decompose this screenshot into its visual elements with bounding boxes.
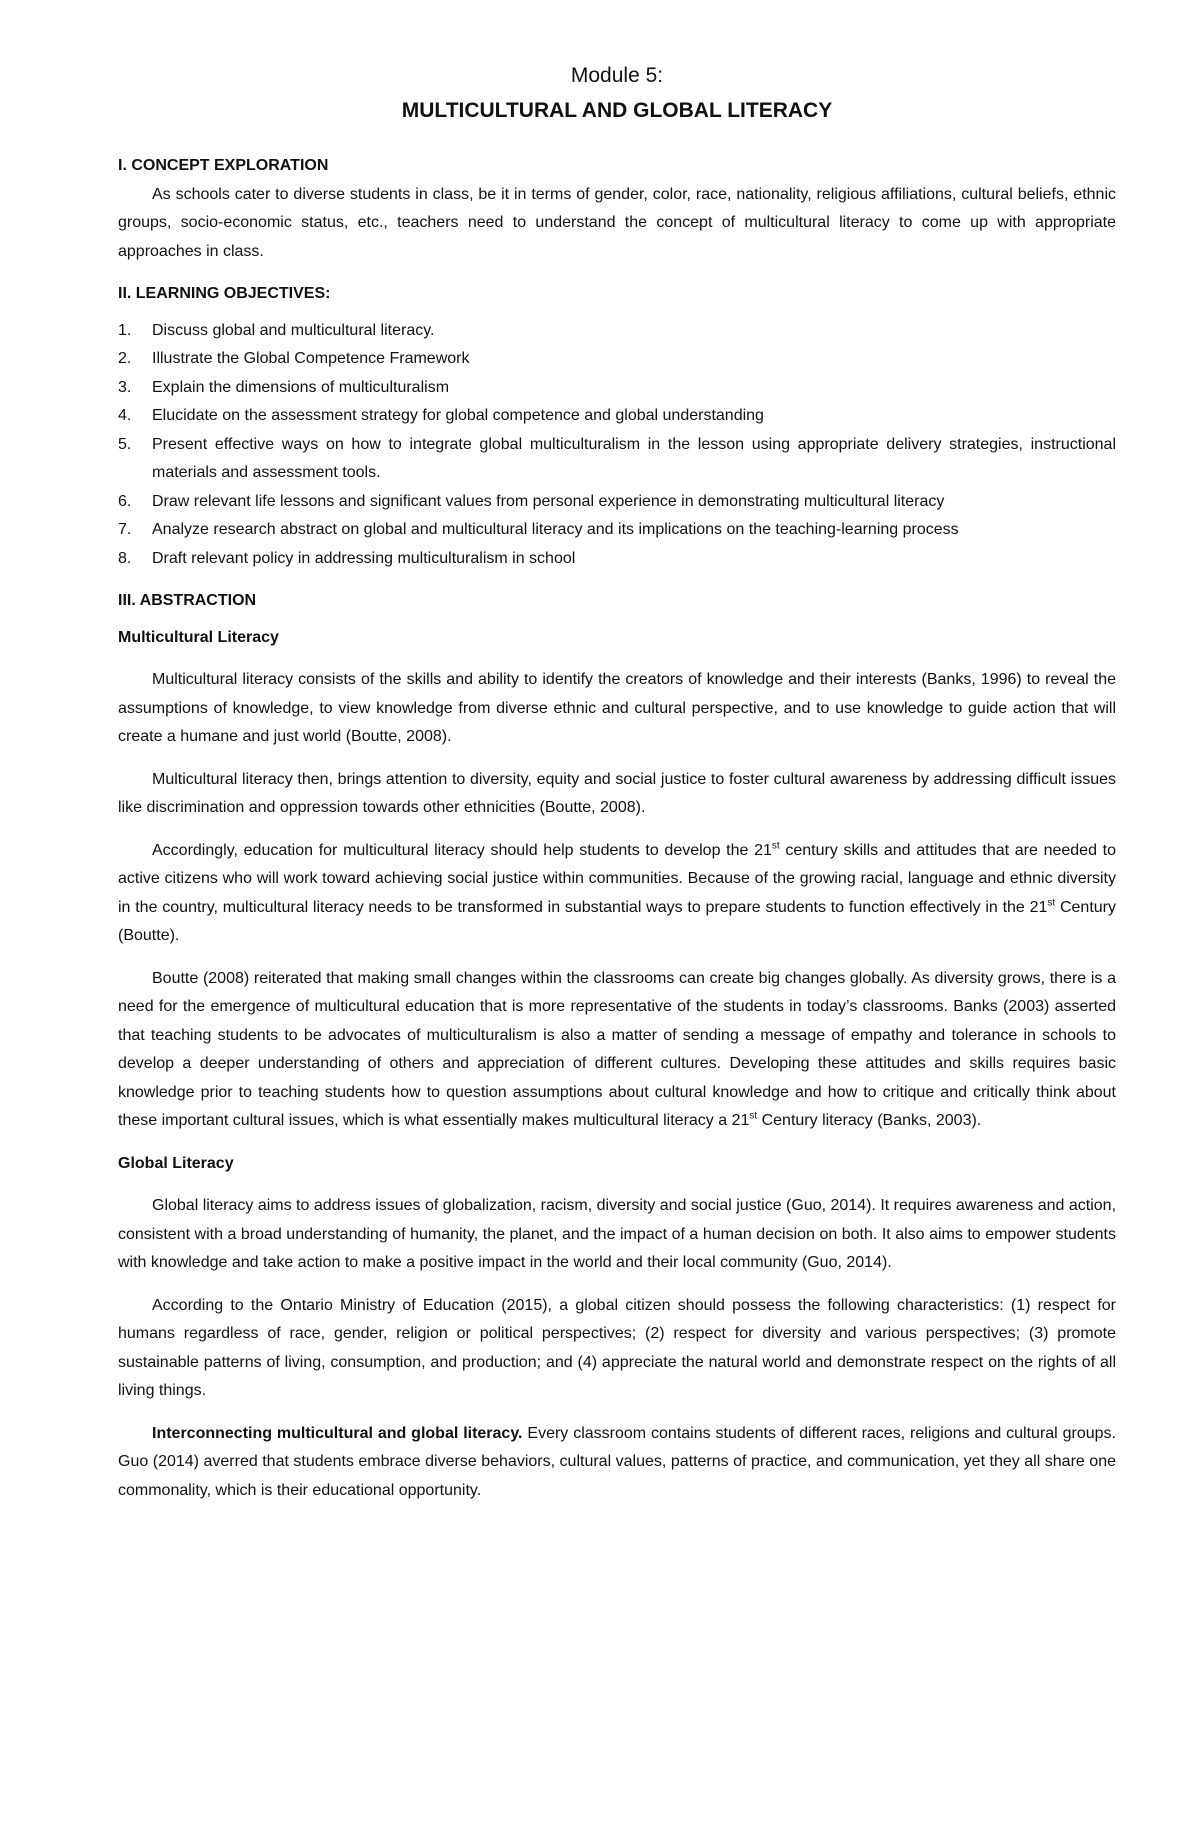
list-number: 7. bbox=[118, 521, 132, 538]
global-literacy-heading: Global Literacy bbox=[118, 1154, 234, 1172]
list-item bbox=[118, 431, 1116, 488]
list-number: 6. bbox=[118, 492, 132, 510]
list-text: Draw relevant life lessons and significant values from personal experience in demonstrating multicultural literacy bbox=[152, 492, 945, 510]
list-item bbox=[118, 516, 1116, 545]
interconnecting-paragraph: Interconnecting multicultural and global literacy. Every classroom contains students of different races, religions and cultural groups. Guo (2014) averred that students embrace diverse behaviors, cultural values, patterns of practice, and communication, yet they all share one commonality, which is their educational opportunity. bbox=[118, 1424, 1116, 1499]
module-title-block bbox=[118, 58, 1116, 128]
list-text: Elucidate on the assessment strategy for global competence and global understanding bbox=[152, 407, 764, 424]
multicultural-paragraph-4: Boutte (2008) reiterated that making small changes within the classrooms can create big changes globally. As diversity grows, there is a need for the emergence of multicultural education that is more representative of the students in today’s classrooms. Banks (2003) asserted that teaching students to be advocates of multiculturalism is also a matter of sending a message of empathy and tolerance in schools to develop a deeper understanding of others and appreciation of different cultures. Developing these attitudes and skills requires basic knowledge prior to teaching students how to question assumptions about cultural knowledge and how to critique and critically think about these important cultural issues, which is what essentially makes multicultural literacy a 21st Century literacy (Banks, 2003). bbox=[118, 969, 1116, 1129]
multicultural-paragraph-3: Accordingly, education for multicultural literacy should help students to develop the 21st century skills and attitudes that are needed to active citizens who will work toward achieving social justice within communities. Because of the growing racial, language and ethnic diversity in the country, multicultural literacy needs to be transformed in substantial ways to prepare students to function effectively in the 21st Century (Boutte). bbox=[118, 840, 1116, 944]
list-text: Illustrate the Global Competence Framework bbox=[152, 350, 470, 367]
list-item bbox=[118, 402, 1116, 431]
objectives-list bbox=[118, 317, 1116, 574]
list-text: Draft relevant policy in addressing multiculturalism in school bbox=[152, 549, 576, 567]
interconnecting-lead: Interconnecting multicultural and global literacy. bbox=[152, 1424, 523, 1442]
list-number: 8. bbox=[118, 549, 132, 567]
list-item bbox=[118, 345, 1116, 374]
module-number: Module 5: bbox=[570, 64, 664, 87]
list-item bbox=[118, 374, 1116, 403]
multicultural-paragraph-2: Multicultural literacy then, brings attention to diversity, equity and social justice to foster cultural awareness by addressing difficult issues like discrimination and oppression towards other ethnicities (Boutte, 2008). bbox=[118, 770, 1116, 816]
module-title: MULTICULTURAL AND GLOBAL LITERACY bbox=[401, 99, 833, 122]
list-number: 2. bbox=[118, 350, 132, 367]
list-text: Analyze research abstract on global and multicultural literacy and its implications on the teaching-learning process bbox=[152, 521, 959, 538]
list-text: Discuss global and multicultural literacy. bbox=[152, 321, 435, 339]
list-item bbox=[118, 545, 1116, 574]
multicultural-literacy-heading: Multicultural Literacy bbox=[118, 628, 279, 646]
concept-paragraph: As schools cater to diverse students in class, be it in terms of gender, color, race, nationality, religious affiliations, cultural beliefs, ethnic groups, socio-economic status, etc., teachers need to understand the concept of multicultural literacy to come up with appropriate approaches in class. bbox=[118, 185, 1116, 260]
global-paragraph-2: According to the Ontario Ministry of Education (2015), a global citizen should possess the following characteristics: (1) respect for humans regardless of race, gender, religion or political perspectives; (2) respect for diversity and various perspectives; (3) promote sustainable patterns of living, consumption, and production; and (4) appreciate the natural world and demonstrate respect on the rights of all living things. bbox=[118, 1296, 1116, 1399]
multicultural-paragraph-1: Multicultural literacy consists of the skills and ability to identify the creators of knowledge and their interests (Banks, 1996) to reveal the assumptions of knowledge, to view knowledge from diverse ethnic and cultural perspective, and to use knowledge to guide action that will create a humane and just world (Boutte, 2008). bbox=[118, 671, 1116, 745]
abstraction-heading: III. ABSTRACTION bbox=[118, 592, 257, 609]
list-item bbox=[118, 488, 1116, 517]
list-text: Explain the dimensions of multiculturalism bbox=[152, 378, 450, 396]
list-number: 5. bbox=[118, 435, 132, 453]
list-text: Present effective ways on how to integrate global multiculturalism in the lesson using appropriate delivery strategies, instructional materials and assessment tools. bbox=[152, 435, 1116, 481]
list-number: 4. bbox=[118, 407, 132, 424]
list-item bbox=[118, 317, 1116, 346]
list-number: 1. bbox=[118, 321, 132, 339]
list-number: 3. bbox=[118, 378, 132, 396]
concept-heading: I. CONCEPT EXPLORATION bbox=[118, 157, 329, 174]
global-paragraph-1: Global literacy aims to address issues of globalization, racism, diversity and social justice (Guo, 2014). It requires awareness and action, consistent with a broad understanding of humanity, the planet, and the impact of a human decision on both. It also aims to empower students with knowledge and take action to make a positive impact in the world and their local community (Guo, 2014). bbox=[118, 1197, 1117, 1271]
objectives-heading: II. LEARNING OBJECTIVES: bbox=[118, 285, 331, 302]
